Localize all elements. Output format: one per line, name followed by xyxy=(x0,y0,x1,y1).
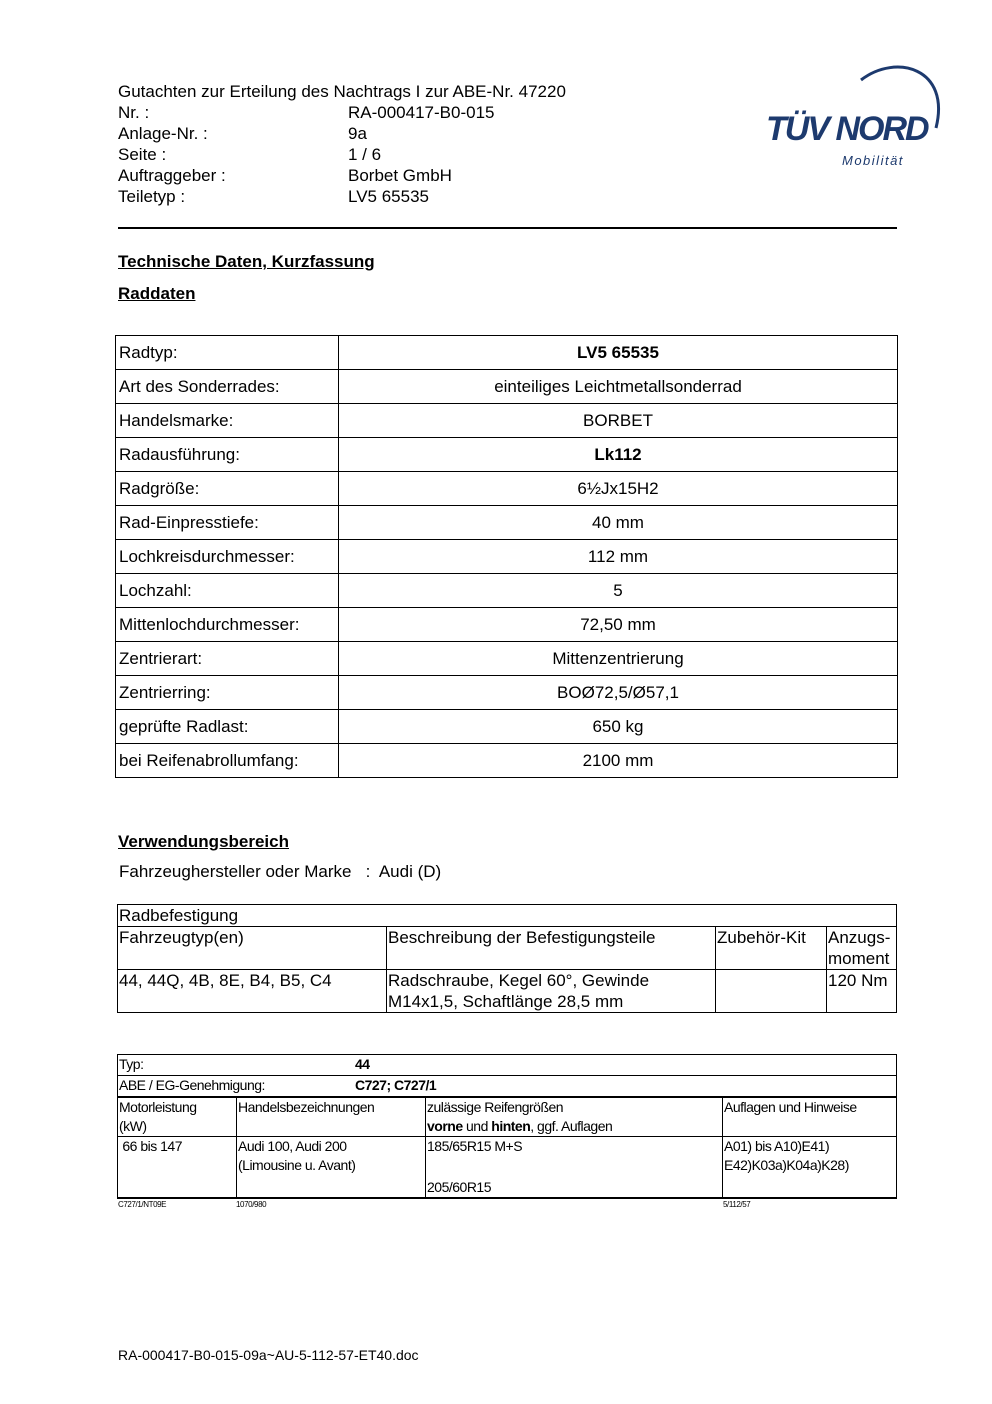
abe-row xyxy=(118,1076,897,1098)
document-title: Gutachten zur Erteilung des Nachtrags I zur ABE-Nr. 47220 xyxy=(118,82,566,101)
header-auflagen: Auflagen und Hinweise xyxy=(723,1097,897,1137)
row-label: Rad-Einpresstiefe: xyxy=(116,506,339,540)
table-row xyxy=(118,905,897,927)
row-value: BORBET xyxy=(339,404,898,438)
code-abe: C727/1/NT09E xyxy=(118,1200,167,1209)
header-label: Teiletyp : xyxy=(118,187,186,206)
header-field-teiletyp xyxy=(118,186,566,207)
header-field-auftraggeber xyxy=(118,165,566,186)
row-value: 2100 mm xyxy=(339,744,898,778)
header-divider xyxy=(118,227,897,229)
header-motorleistung: Motorleistung (kW) xyxy=(118,1097,237,1137)
header-handelsbezeichnungen: Handelsbezeichnungen xyxy=(237,1097,426,1137)
row-label: Zentrierart: xyxy=(116,642,339,676)
table-row xyxy=(116,506,898,540)
header-value: RA-000417-B0-015 xyxy=(348,103,495,122)
typ-table xyxy=(117,1054,897,1199)
cell-reifengroessen xyxy=(426,1137,723,1199)
header-value: 9a xyxy=(348,124,367,143)
table-row xyxy=(116,710,898,744)
table-row xyxy=(116,404,898,438)
typ-row xyxy=(118,1055,897,1076)
section-technische-daten: Technische Daten, Kurzfassung xyxy=(118,252,375,271)
reifen-hinten: hinten xyxy=(491,1118,531,1134)
reifen-value-2: 205/60R15 xyxy=(427,1179,492,1195)
row-label: Lochzahl: xyxy=(116,574,339,608)
row-value: 112 mm xyxy=(339,540,898,574)
row-label: Radgröße: xyxy=(116,472,339,506)
table-row xyxy=(118,1137,897,1199)
row-value: 6½Jx15H2 xyxy=(339,472,898,506)
cell-beschreibung: Radschraube, Kegel 60°, Gewinde M14x1,5, Schaftlänge 28,5 mm xyxy=(387,970,716,1013)
table-header-row xyxy=(118,927,897,970)
header-fahrzeugtyp: Fahrzeugtyp(en) xyxy=(118,927,387,970)
reifen-und: und xyxy=(462,1118,492,1134)
table-row xyxy=(116,336,898,370)
row-label: Art des Sonderrades: xyxy=(116,370,339,404)
header-label: Seite : xyxy=(118,145,167,164)
row-label: bei Reifenabrollumfang: xyxy=(116,744,339,778)
cell-auflagen: A01) bis A10)E41) E42)K03a)K04a)K28) xyxy=(723,1137,897,1199)
row-label: Mittenlochdurchmesser: xyxy=(116,608,339,642)
row-label: Radausführung: xyxy=(116,438,339,472)
table-row xyxy=(116,370,898,404)
row-label: Zentrierring: xyxy=(116,676,339,710)
raddaten-table xyxy=(115,335,898,778)
table-row xyxy=(116,608,898,642)
reifen-header-line2 xyxy=(427,1117,721,1136)
table-row xyxy=(116,676,898,710)
reifen-rest: , ggf. Auflagen xyxy=(530,1118,613,1134)
header-value: LV5 65535 xyxy=(348,187,429,206)
row-value: 5 xyxy=(339,574,898,608)
row-value: LV5 65535 xyxy=(339,336,898,370)
cell-motorleistung: 66 bis 147 xyxy=(118,1137,237,1199)
table-row xyxy=(118,1055,897,1076)
logo-brand: TÜV NORD xyxy=(766,110,928,148)
row-label: geprüfte Radlast: xyxy=(116,710,339,744)
code-handels: 1070/980 xyxy=(236,1200,267,1209)
table-row xyxy=(116,574,898,608)
table-row xyxy=(116,744,898,778)
row-label: Radtyp: xyxy=(116,336,339,370)
header-beschreibung: Beschreibung der Befestigungsteile xyxy=(387,927,716,970)
cell-zubehoer xyxy=(716,970,827,1013)
radbefestigung-table xyxy=(117,904,897,1013)
row-value: Mittenzentrierung xyxy=(339,642,898,676)
cell-fahrzeugtyp: 44, 44Q, 4B, 8E, B4, B5, C4 xyxy=(118,970,387,1013)
typ-label: Typ: xyxy=(119,1056,144,1072)
reifen-value-1: 185/65R15 M+S xyxy=(427,1138,523,1154)
header-value: 1 / 6 xyxy=(348,145,382,164)
row-label: Handelsmarke: xyxy=(116,404,339,438)
table-header-row xyxy=(118,1097,897,1137)
reifen-vorne: vorne xyxy=(427,1118,463,1134)
row-value: 40 mm xyxy=(339,506,898,540)
header-anzugsmoment: Anzugs- moment xyxy=(827,927,897,970)
document-header xyxy=(118,81,566,207)
section-verwendungsbereich: Verwendungsbereich xyxy=(118,832,289,851)
header-value: Borbet GmbH xyxy=(348,166,452,185)
header-label: Anlage-Nr. : xyxy=(118,124,208,143)
code-auflagen: 5/112/57 xyxy=(723,1200,751,1209)
table-row xyxy=(118,970,897,1013)
typ-value: 44 xyxy=(355,1056,370,1072)
header-label: Nr. : xyxy=(118,103,150,122)
abe-label: ABE / EG-Genehmigung: xyxy=(119,1077,265,1093)
cell-handelsbezeichnungen: Audi 100, Audi 200 (Limousine u. Avant) xyxy=(237,1137,426,1199)
table-row xyxy=(116,540,898,574)
logo-subtitle: Mobilität xyxy=(842,153,904,168)
table-row xyxy=(116,438,898,472)
row-value: BOØ72,5/Ø57,1 xyxy=(339,676,898,710)
tuv-nord-logo xyxy=(766,58,946,173)
section-raddaten: Raddaten xyxy=(118,284,196,303)
table-row xyxy=(116,472,898,506)
row-label: Lochkreisdurchmesser: xyxy=(116,540,339,574)
header-zubehoer: Zubehör-Kit xyxy=(716,927,827,970)
abe-value: C727; C727/1 xyxy=(355,1077,437,1093)
row-value: Lk112 xyxy=(339,438,898,472)
header-reifengroessen xyxy=(426,1097,723,1137)
radbefestigung-title: Radbefestigung xyxy=(118,905,897,927)
header-field-seite xyxy=(118,144,566,165)
fahrzeughersteller-line: Fahrzeughersteller oder Marke : Audi (D) xyxy=(119,862,442,881)
document-footer: RA-000417-B0-015-09a~AU-5-112-57-ET40.doc xyxy=(118,1347,419,1363)
header-label: Auftraggeber : xyxy=(118,166,226,185)
table-row xyxy=(118,1076,897,1098)
row-value: einteiliges Leichtmetallsonderrad xyxy=(339,370,898,404)
header-field-nr xyxy=(118,102,566,123)
row-value: 650 kg xyxy=(339,710,898,744)
table-row xyxy=(116,642,898,676)
reifen-header-line1: zulässige Reifengrößen xyxy=(427,1099,564,1115)
header-field-anlage xyxy=(118,123,566,144)
cell-anzugsmoment: 120 Nm xyxy=(827,970,897,1013)
row-value: 72,50 mm xyxy=(339,608,898,642)
